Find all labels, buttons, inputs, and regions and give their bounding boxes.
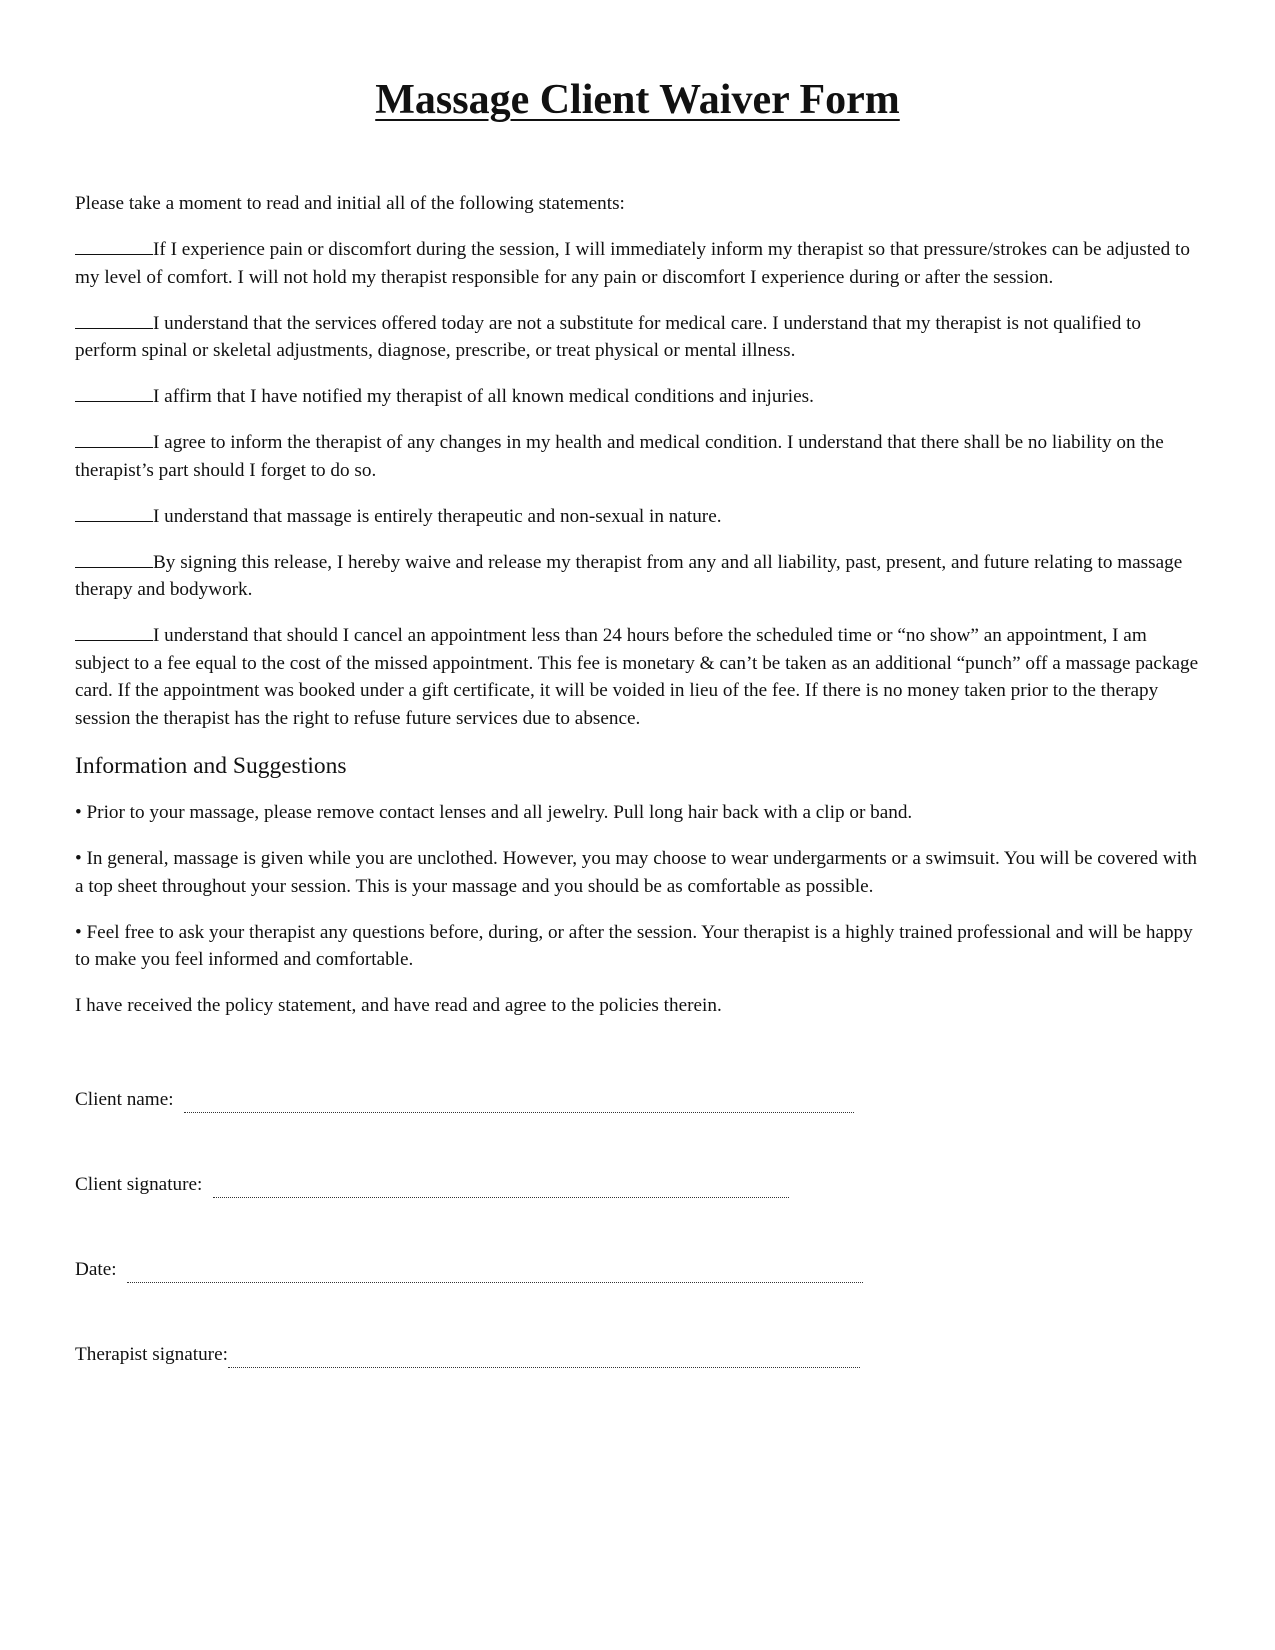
statement-6: By signing this release, I hereby waive and release my therapist from any and all liability, past, present, and future relating to massage therapy and bodywork.: [75, 549, 1205, 604]
intro-text: Please take a moment to read and initial all of the following statements:: [75, 193, 625, 214]
client-signature-field[interactable]: [213, 1177, 789, 1198]
suggestion-3: • Feel free to ask your therapist any questions before, during, or after the session. Your therapist is a highly trained professional and will be happy to make you feel informed and comfortable.: [75, 921, 1193, 970]
form-body: [75, 190, 1205, 1038]
client-name-row: [75, 1086, 854, 1113]
page-title: Massage Client Waiver Form: [375, 77, 900, 123]
initial-blank[interactable]: [75, 549, 153, 568]
client-signature-row: [75, 1171, 789, 1198]
date-label: Date:: [75, 1259, 122, 1280]
initial-blank[interactable]: [75, 383, 153, 402]
therapist-signature-label: Therapist signature:: [75, 1344, 228, 1365]
initial-blank[interactable]: [75, 622, 153, 641]
initial-blank[interactable]: [75, 236, 153, 255]
statement-2: I understand that the services offered today are not a substitute for medical care. I understand that my therapist is not qualified to perform spinal or skeletal adjustments, diagnose, prescribe, or treat physical or mental illness.: [75, 310, 1205, 365]
statement-4: I agree to inform the therapist of any changes in my health and medical condition. I understand that there shall be no liability on the therapist’s part should I forget to do so.: [75, 429, 1205, 484]
initial-blank[interactable]: [75, 503, 153, 522]
therapist-signature-row: [75, 1341, 860, 1368]
client-signature-label: Client signature:: [75, 1174, 208, 1195]
client-name-field[interactable]: [184, 1092, 854, 1113]
initial-blank[interactable]: [75, 429, 153, 448]
info-heading: Information and Suggestions: [75, 752, 347, 779]
closing-statement: I have received the policy statement, and have read and agree to the policies therein.: [75, 995, 722, 1016]
statement-7: I understand that should I cancel an appointment less than 24 hours before the scheduled time or “no show” an appointment, I am subject to a fee equal to the cost of the missed appointment. This fee is monetary & can’t be taken as an additional “punch” off a massage package card. If the appointment was booked under a gift certificate, it will be voided in lieu of the fee. If there is no money taken prior to the therapy session the therapist has the right to refuse future services due to absence.: [75, 622, 1205, 732]
suggestion-2: • In general, massage is given while you are unclothed. However, you may choose to wear undergarments or a swimsuit. You will be covered with a top sheet throughout your session. This is your massage and you should be as comfortable as possible.: [75, 848, 1197, 897]
initial-blank[interactable]: [75, 310, 153, 329]
statement-5: I understand that massage is entirely therapeutic and non-sexual in nature.: [75, 503, 1205, 531]
date-field[interactable]: [127, 1262, 863, 1283]
therapist-signature-field[interactable]: [228, 1347, 860, 1368]
client-name-label: Client name:: [75, 1089, 179, 1110]
statement-1: If I experience pain or discomfort during the session, I will immediately inform my therapist so that pressure/strokes can be adjusted to my level of comfort. I will not hold my therapist responsible for any pain or discomfort I experience during or after the session.: [75, 236, 1205, 291]
date-row: [75, 1256, 863, 1283]
suggestion-1: • Prior to your massage, please remove contact lenses and all jewelry. Pull long hair back with a clip or band.: [75, 802, 913, 823]
statement-3: I affirm that I have notified my therapist of all known medical conditions and injuries.: [75, 383, 1205, 411]
